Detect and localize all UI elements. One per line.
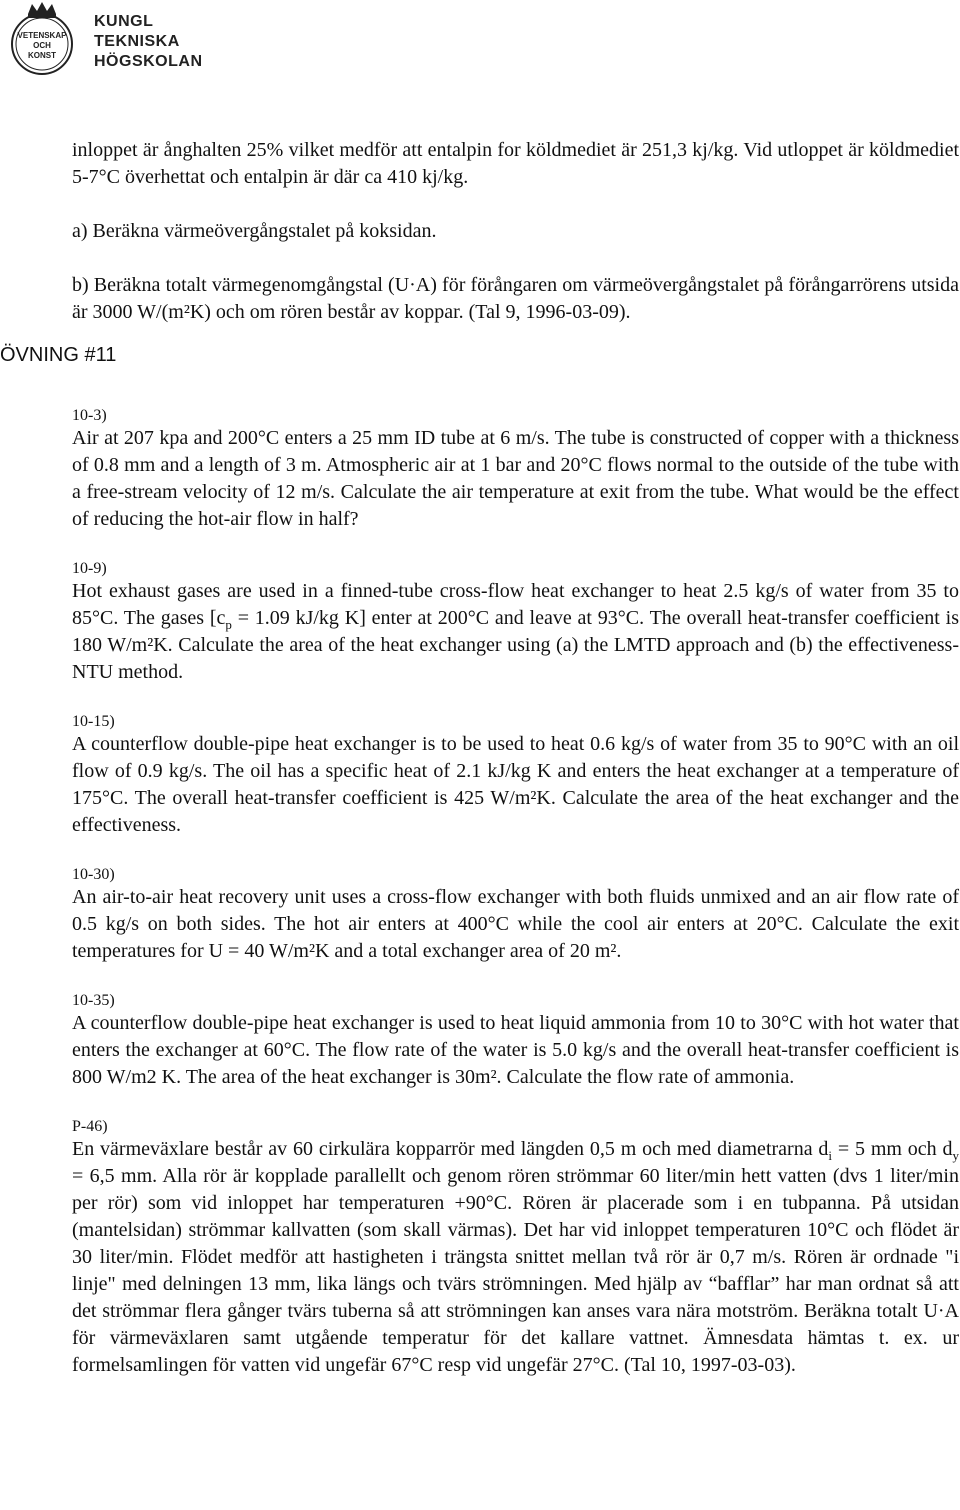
seal-text-1: VETENSKAP: [17, 31, 67, 40]
problem-id: 10-30): [72, 866, 115, 883]
intro-paragraph-1: inloppet är ånghalten 25% vilket medför att entalpin for köldmediet är 251,3 kj/kg. Vid utloppet är köldmediet 5-7°C överhettat och entalpin är där ca 410 kj/kg.: [72, 139, 959, 188]
problem-id: P-46): [72, 1118, 108, 1135]
intro-paragraph-3: b) Beräkna totalt värmegenomgångstal (U·A) för förångaren om värmeövergångstalet på förångarrörens utsida är 3000 W/(m²K) och om rören består av koppar. (Tal 9, 1996-03-09).: [72, 274, 959, 323]
problem-text: A counterflow double-pipe heat exchanger is used to heat liquid ammonia from 10 to 30°C with hot water that enters the exchanger at 60°C. The flow rate of the water is 5.0 kg/s and the overall heat-transfer coefficient is 800 W/m2 K. The area of the heat exchanger is 30m². Calculate the flow rate of ammonia.: [72, 1012, 959, 1088]
logo-wordmark: [94, 12, 203, 72]
problem-text: Hot exhaust gases are used in a finned-tube cross-flow heat exchanger to heat 2.5 kg/s of water from 35 to 85°C. The gases [$c_p = 1.09$ kJ/kg K] enter at 200°C and leave at 93°C. The overall heat-transfer coefficient is 180 W/m²K. Calculate the area of the heat exchanger using (a) the LMTD approach and (b) the effectiveness-NTU method.: [72, 580, 959, 683]
problem-p-46: [72, 1118, 959, 1379]
problem-id: 10-9): [72, 560, 107, 577]
seal-text-2: OCH: [33, 41, 51, 50]
problem-id: 10-15): [72, 713, 115, 730]
kth-logo: [0, 0, 203, 78]
problem-text: A counterflow double-pipe heat exchanger is to be used to heat 0.6 kg/s of water from 35 to 90°C with an oil flow of 0.9 kg/s. The oil has a specific heat of 2.1 kJ/kg K and enters the heat exchanger at a temperature of 175°C. The overall heat-transfer coefficient is 425 W/m²K. Calculate the area of the heat exchanger and the effectiveness.: [72, 733, 959, 836]
logo-line-2: TEKNISKA: [94, 33, 180, 50]
problem-text: En värmeväxlare består av 60 cirkulära kopparrör med längden 0,5 m och med diametrarna $d_i = 5$ mm och $d_y = 6,5$ mm. Alla rör är kopplade parallellt och genom rören strömmar 60 liter/min hett vatten (dvs 1 liter/min per rör) som vid inloppet har temperaturen +90°C. Rören är placerade som i en tubpanna. På utsidan (mantelsidan) strömmar kallvatten (som skall värmas). Det har vid inloppet temperaturen 10°C och flödet är 30 liter/min. Flödet medför att hastigheten i trängsta snittet mellan två rör är 0,7 m/s. Rören är ordnade "i linje" med delningen 13 mm, lika längs och tvärs strömningen. Med hjälp av “bafflar” har man ordnat så att det strömmar flera gånger tvärs tuberna så att strömningen kan anses vara nära motström. Beräkna totalt U·A för värmeväxlaren samt utgående temperatur för det kallare vattnet. Ämnesdata hämtas t. ex. ur formelsamlingen för vatten vid ungefär 67°C resp vid ungefär 27°C. (Tal 10, 1997-03-03).: [72, 1138, 959, 1376]
problem-10-15: [72, 713, 959, 839]
problem-id: 10-35): [72, 992, 115, 1009]
problem-id: 10-3): [72, 407, 107, 424]
problem-10-30: [72, 866, 959, 965]
document-body: [72, 137, 959, 1379]
problem-10-3: [72, 407, 959, 533]
seal-text-3: KONST: [28, 51, 56, 60]
crown-seal-icon: [0, 0, 90, 78]
intro-paragraph-2: a) Beräkna värmeövergångstalet på koksidan.: [72, 220, 437, 242]
problem-text: An air-to-air heat recovery unit uses a cross-flow exchanger with both fluids unmixed and an air flow rate of 0.5 kg/s on both sides. The hot air enters at 400°C while the cool air enters at 20°C. Calculate the exit temperatures for U = 40 W/m²K and a total exchanger area of 20 m².: [72, 886, 959, 962]
problem-10-9: [72, 560, 959, 686]
problem-10-35: [72, 992, 959, 1091]
logo-line-1: KUNGL: [94, 13, 154, 30]
problem-text: Air at 207 kpa and 200°C enters a 25 mm ID tube at 6 m/s. The tube is constructed of copper with a thickness of 0.8 mm and a length of 3 m. Atmospheric air at 1 bar and 20°C flows normal to the outside of the tube with a free-stream velocity of 12 m/s. Calculate the air temperature at exit from the tube. What would be the effect of reducing the hot-air flow in half?: [72, 427, 959, 530]
section-heading: ÖVNING #11: [0, 344, 117, 366]
logo-line-3: HÖGSKOLAN: [94, 53, 203, 70]
